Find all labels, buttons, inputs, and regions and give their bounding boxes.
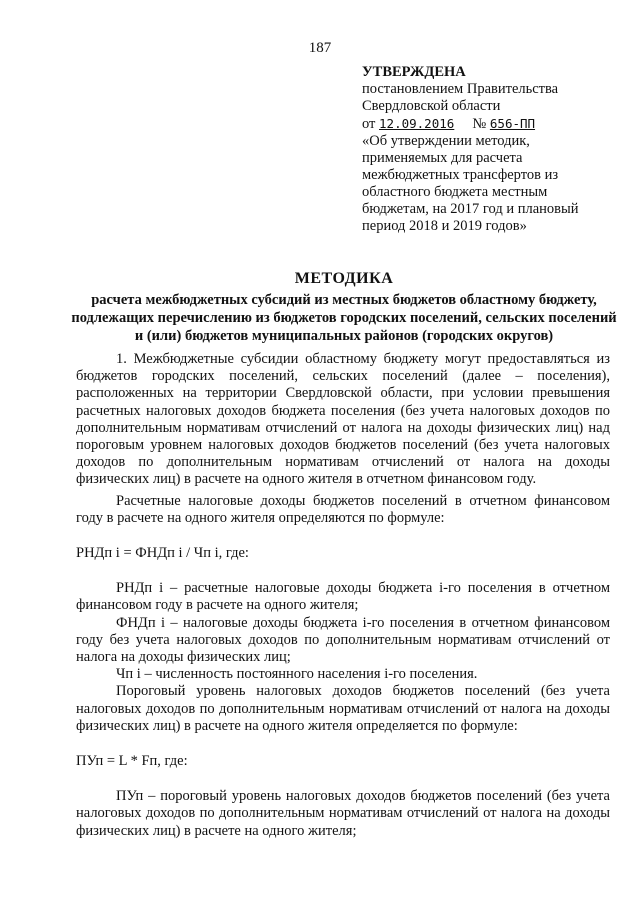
document-title: МЕТОДИКА <box>294 270 394 287</box>
approval-line: период 2018 и 2019 годов» <box>362 218 527 234</box>
date-prefix: от <box>362 116 376 132</box>
approved-heading: УТВЕРЖДЕНА <box>362 64 466 80</box>
paragraph: Чп i – численность постоянного населения i-го поселения. <box>116 666 478 683</box>
approval-line: постановлением Правительства <box>362 81 559 97</box>
approval-line: Свердловской области <box>362 98 501 114</box>
approval-line: бюджетам, на 2017 год и плановый <box>362 201 579 217</box>
decree-date: 12.09.2016 <box>379 116 455 131</box>
paragraph: ПУп – пороговый уровень налоговых доходов бюджетов поселений (без учета налоговых доходов по дополнительным нормативам отчислений от налога на доходы физических лиц) в расчете на одного жителя; <box>76 788 610 839</box>
approval-line: «Об утверждении методик, <box>362 133 530 149</box>
paragraph: Расчетные налоговые доходы бюджетов поселений в отчетном финансовом году в расчете на одного жителя определяются по формуле: <box>76 492 610 526</box>
approval-date-line <box>362 115 602 133</box>
document-subtitle: расчета межбюджетных субсидий из местных бюджетов областному бюджету, подлежащих перечислению из бюджетов городских поселений, сельских поселений и (или) бюджетов муниципальных районов (городских округов) <box>71 292 617 344</box>
paragraph: ФНДп i – налоговые доходы бюджета i-го поселения в отчетном финансовом году без учета налоговых доходов по дополнительным нормативам отчислений от налога на доходы физических лиц; <box>76 614 610 666</box>
paragraph: 1. Межбюджетные субсидии областному бюджету могут предоставляться из бюджетов городских поселений, сельских поселений (далее – поселения), расположенных на территории Свердловской области, при условии превышения расчетных налоговых доходов бюджета поселения (без учета налоговых доходов по дополнительным нормативам отчислений от налога на доходы физических лиц) над пороговым уровнем налоговых доходов бюджетов поселений (без учета налоговых доходов по дополнительным нормативам отчислений от налога на доходы физических лиц) в расчете на одного жителя в отчетном финансовом году. <box>76 351 610 488</box>
formula: ПУп = L * Fп, где: <box>76 753 188 770</box>
approval-line: применяемых для расчета <box>362 150 523 166</box>
number-prefix: № <box>472 116 487 132</box>
approval-line: межбюджетных трансфертов из <box>362 167 559 183</box>
approval-stamp <box>362 64 602 235</box>
approval-line: областного бюджета местным <box>362 184 548 200</box>
paragraph: Пороговый уровень налоговых доходов бюджетов поселений (без учета налоговых доходов по дополнительным нормативам отчислений от налога на доходы физических лиц) в расчете на одного жителя определяется по формуле: <box>76 683 610 734</box>
page-number: 187 <box>308 40 332 56</box>
document-body <box>76 351 610 840</box>
paragraph: РНДп i – расчетные налоговые доходы бюджета i-го поселения в отчетном финансовом году в расчете на одного жителя; <box>76 580 610 614</box>
document-title-block <box>68 269 620 345</box>
decree-number: 656-ПП <box>489 116 536 131</box>
formula: РНДп i = ФНДп i / Чп i, где: <box>76 545 249 562</box>
